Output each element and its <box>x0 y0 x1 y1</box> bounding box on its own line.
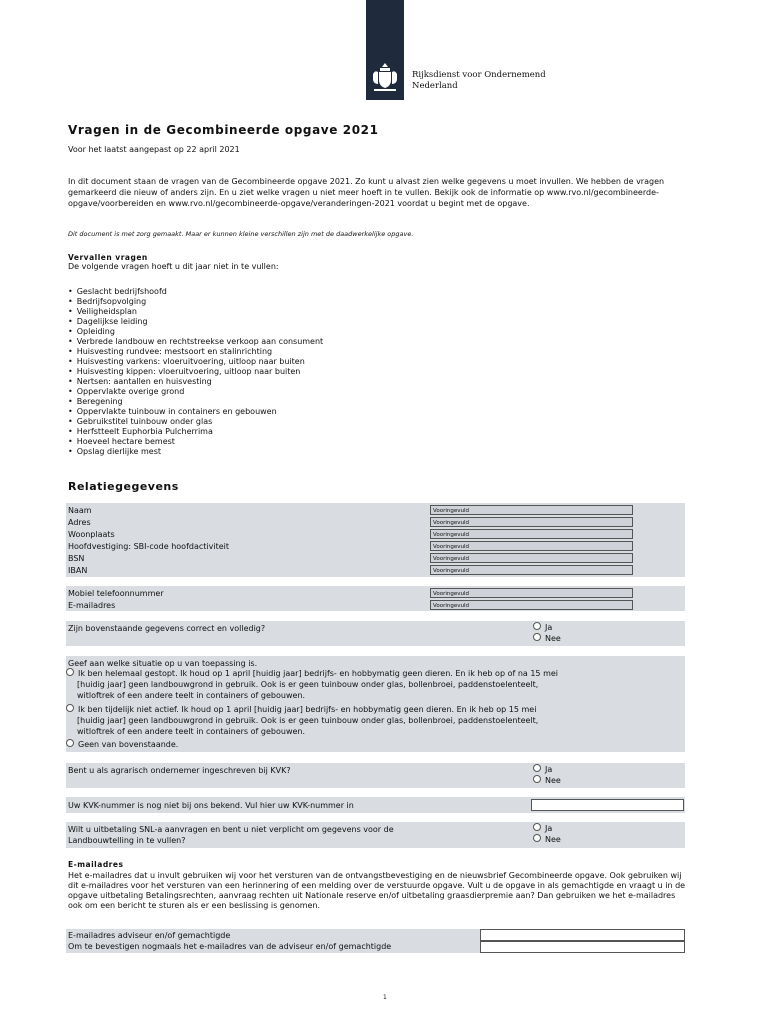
page-subtitle: Voor het laatst aangepast op 22 april 2021 <box>68 145 240 154</box>
vervallen-heading: Vervallen vragen <box>68 253 148 262</box>
radio-circle-icon <box>66 739 74 747</box>
situatie-opt1-line2: [huidig jaar] geen landbouwgrond in gebruik. Ook is er geen tuinbouw onder glas, bollenbroei, paddenstoelenteelt, <box>77 680 539 689</box>
field-label: E-mailadres <box>68 601 116 610</box>
email-text: Het e-mailadres dat u invult gebruiken wij voor het versturen van de ontvangstbevestiging en de nieuwsbrief Gecombineerde opgave. Ook gebruiken wij dit e-mailadres voor het versturen van een herinnering of een melding over de verstuurde opgave. Vult u de opgave in als gemachtigde en vraagt u in de opgave uitbetaling Betalingsrechten, aanvraag rechten uit Nationale reserve en/of uitbetaling graasdierpremie aan? Dan gebruiken we het e-mailadres ook om een bericht te sturen als er een beslissing is genomen. <box>68 871 686 910</box>
field-label: Woonplaats <box>68 530 115 539</box>
vervallen-item: • Oppervlakte overige grond <box>68 387 323 397</box>
vervallen-text: De volgende vragen hoeft u dit jaar niet in te vullen: <box>68 262 279 271</box>
radio-circle-icon <box>533 764 541 772</box>
radio-circle-icon <box>533 633 541 641</box>
vervallen-item: • Herfstteelt Euphorbia Pulcherrima <box>68 427 323 437</box>
situatie-opt2-line3: witloftrek of een andere teelt in containers of gebouwen. <box>77 727 306 736</box>
vervallen-item: • Huisvesting rundvee: mestsoort en stalinrichting <box>68 347 323 357</box>
vervallen-item: • Oppervlakte tuinbouw in containers en gebouwen <box>68 407 323 417</box>
correct-question: Zijn bovenstaande gegevens correct en volledig? <box>68 624 266 633</box>
email-adviseur-label: E-mailadres adviseur en/of gemachtigde <box>68 931 231 940</box>
situatie-opt1-radio[interactable] <box>66 669 558 679</box>
field-label: IBAN <box>68 566 88 575</box>
field-label: Mobiel telefoonnummer <box>68 589 164 598</box>
prefilled-field[interactable]: Vooringevuld <box>430 529 633 539</box>
vervallen-item: • Geslacht bedrijfshoofd <box>68 287 323 297</box>
radio-label: Geen van bovenstaande. <box>78 740 179 749</box>
correct-ja-radio[interactable] <box>533 623 552 633</box>
vervallen-item: • Nertsen: aantallen en huisvesting <box>68 377 323 387</box>
radio-label: Nee <box>545 634 561 643</box>
vervallen-item: • Beregening <box>68 397 323 407</box>
snl-question-line1: Wilt u uitbetaling SNL-a aanvragen en bent u niet verplicht om gegevens voor de <box>68 825 394 834</box>
vervallen-item: • Veiligheidsplan <box>68 307 323 317</box>
radio-label: Nee <box>545 776 561 785</box>
radio-circle-icon <box>533 775 541 783</box>
radio-circle-icon <box>66 704 74 712</box>
snl-question-line2: Landbouwtelling in te vullen? <box>68 836 186 845</box>
radio-label: Ik ben tijdelijk niet actief. Ik houd op 1 april [huidig jaar] bedrijfs- en hobbymatig geen dieren. En ik heb op 15 mei <box>78 705 537 714</box>
field-label: Naam <box>68 506 92 515</box>
organisation-name <box>412 70 546 92</box>
vervallen-item: • Huisvesting kippen: vloeruitvoering, uitloop naar buiten <box>68 367 323 377</box>
field-label: BSN <box>68 554 85 563</box>
kvk-ja-radio[interactable] <box>533 765 552 775</box>
radio-label: Ja <box>545 623 553 632</box>
correct-nee-radio[interactable] <box>533 634 561 644</box>
vervallen-item: • Hoeveel hectare bemest <box>68 437 323 447</box>
radio-circle-icon <box>66 668 74 676</box>
radio-label: Ja <box>545 765 553 774</box>
email-confirm-input[interactable] <box>480 941 685 953</box>
situatie-opt3-radio[interactable] <box>66 740 178 750</box>
email-confirm-label: Om te bevestigen nogmaals het e-mailadres van de adviseur en/of gemachtigde <box>68 942 392 951</box>
email-heading: E-mailadres <box>68 860 124 869</box>
kvk-nee-radio[interactable] <box>533 776 561 786</box>
prefilled-field[interactable]: Vooringevuld <box>430 505 633 515</box>
situatie-question: Geef aan welke situatie op u van toepassing is. <box>68 659 258 668</box>
kvk-number-input[interactable] <box>531 799 684 811</box>
snl-nee-radio[interactable] <box>533 835 561 845</box>
section-heading-relatie: Relatiegegevens <box>68 480 179 493</box>
org-line-2: Nederland <box>412 81 458 91</box>
coat-of-arms-icon <box>370 60 400 92</box>
vervallen-list <box>68 287 323 457</box>
vervallen-item: • Opslag dierlijke mest <box>68 447 323 457</box>
page-title: Vragen in de Gecombineerde opgave 2021 <box>68 123 379 137</box>
situatie-opt1-line3: witloftrek of een andere teelt in containers of gebouwen. <box>77 691 306 700</box>
radio-circle-icon <box>533 834 541 842</box>
prefilled-field[interactable]: Vooringevuld <box>430 541 633 551</box>
vervallen-item: • Huisvesting varkens: vloeruitvoering, uitloop naar buiten <box>68 357 323 367</box>
prefilled-field[interactable]: Vooringevuld <box>430 588 633 598</box>
prefilled-field[interactable]: Vooringevuld <box>430 553 633 563</box>
situatie-opt2-line2: [huidig jaar] geen landbouwgrond in gebruik. Ook is er geen tuinbouw onder glas, bollenbroei, paddenstoelenteelt, <box>77 716 539 725</box>
field-label: Hoofdvestiging: SBI-code hoofdactiviteit <box>68 542 230 551</box>
email-adviseur-input[interactable] <box>480 929 685 941</box>
prefilled-field[interactable]: Vooringevuld <box>430 600 633 610</box>
vervallen-item: • Gebruikstitel tuinbouw onder glas <box>68 417 323 427</box>
org-line-1: Rijksdienst voor Ondernemend <box>412 70 546 80</box>
radio-circle-icon <box>533 823 541 831</box>
situatie-opt2-radio[interactable] <box>66 705 536 715</box>
vervallen-item: • Bedrijfsopvolging <box>68 297 323 307</box>
intro-text: In dit document staan de vragen van de Gecombineerde opgave 2021. Zo kunt u alvast zien welke gegevens u moet invullen. We hebben de vragen gemarkeerd die nieuw of anders zijn. En u ziet welke vragen u niet meer hoeft in te vullen. Bekijk ook de informatie op www.rvo.nl/gecombineerde-opgave/voorbereiden en www.rvo.nl/gecombineerde-opgave/veranderingen-2021 voordat u begint met de opgave. <box>68 177 665 208</box>
vervallen-item: • Opleiding <box>68 327 323 337</box>
vervallen-item: • Verbrede landbouw en rechtstreekse verkoop aan consument <box>68 337 323 347</box>
kvk-nr-label: Uw KVK-nummer is nog niet bij ons bekend. Vul hier uw KVK-nummer in <box>68 801 354 810</box>
disclaimer-note: Dit document is met zorg gemaakt. Maar er kunnen kleine verschillen zijn met de daadwerkelijke opgave. <box>68 230 414 238</box>
kvk-question: Bent u als agrarisch ondernemer ingeschreven bij KVK? <box>68 766 291 775</box>
radio-label: Ja <box>545 824 553 833</box>
radio-label: Nee <box>545 835 561 844</box>
vervallen-item: • Dagelijkse leiding <box>68 317 323 327</box>
radio-circle-icon <box>533 622 541 630</box>
radio-label: Ik ben helemaal gestopt. Ik houd op 1 april [huidig jaar] bedrijfs- en hobbymatig geen dieren. En ik heb op of na 15 mei <box>78 669 558 678</box>
field-label: Adres <box>68 518 91 527</box>
page-number: 1 <box>383 994 387 1001</box>
snl-ja-radio[interactable] <box>533 824 552 834</box>
prefilled-field[interactable]: Vooringevuld <box>430 517 633 527</box>
prefilled-field[interactable]: Vooringevuld <box>430 565 633 575</box>
